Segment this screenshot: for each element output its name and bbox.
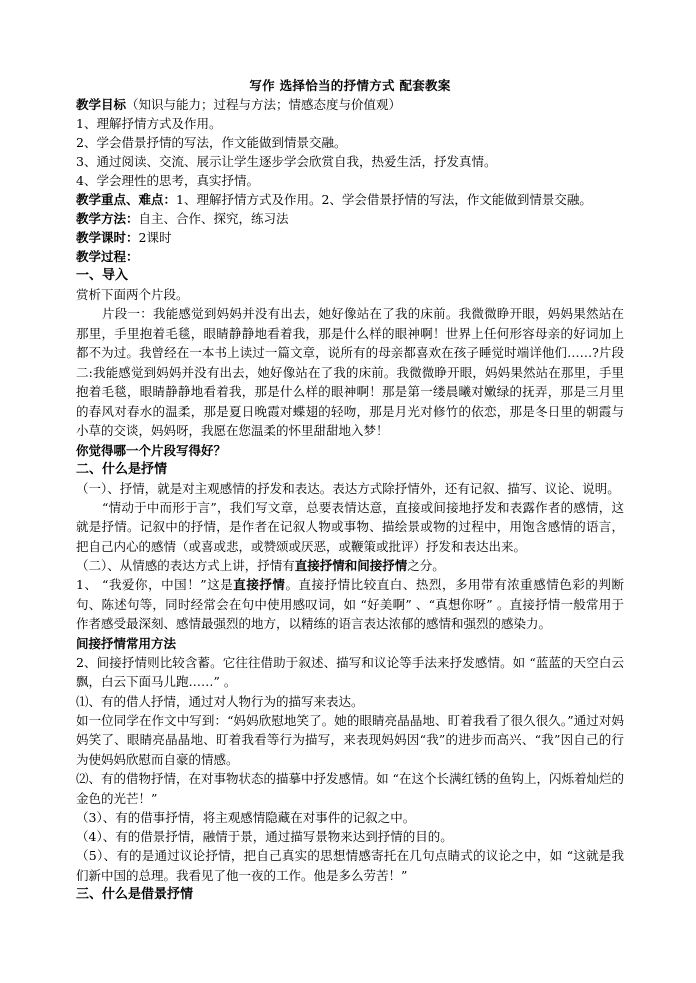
s2-para-10: （5）、有的是通过议论抒情，把自己真实的思想情感寄托在几句点睛式的议论之中，如 “这就是我们新中国的总理。我看见了他一夜的工作。他是多么劳苦！” <box>76 848 624 883</box>
s2-para-9: （4）、有的借景抒情，融情于景，通过描写景物来达到抒情的目的。 <box>76 829 453 844</box>
s2-para-3-pre: 1、 “我爱你，中国！”这是 <box>76 577 234 592</box>
s2-para-2-post: 之分。 <box>407 558 445 573</box>
section-3-heading: 三、什么是借景抒情 <box>76 887 194 902</box>
section-1-intro: 赏析下面两个片段。 <box>76 287 189 302</box>
section-1-heading: 一、导入 <box>76 268 129 283</box>
indirect-methods-heading: 间接抒情常用方法 <box>76 635 177 651</box>
s2-para-6: 如一位同学在作文中写到：“妈妈欣慰地笑了。她的眼睛亮晶晶地、盯着我看了很久很久。”通过对妈妈笑了、眼睛亮晶晶地、盯着我看等行为描写，来表现妈妈因“我”的进步而高兴、“我”因自己的行为使妈妈欣慰而自豪的情感。 <box>76 712 624 767</box>
s2-para-2-bold: 直接抒情和间接抒情 <box>294 558 408 573</box>
teaching-method <box>76 209 624 228</box>
key-text: 1、理解抒情方式及作用。2、学会借景抒情的写法，作文能做到情景交融。 <box>176 192 592 207</box>
method-text: 自主、合作、探究，练习法 <box>138 211 289 226</box>
hours-label: 教学课时： <box>76 230 139 245</box>
s2-para-3 <box>76 575 624 634</box>
class-hours <box>76 228 624 247</box>
section-2-heading: 二、什么是抒情 <box>76 461 168 477</box>
document-page <box>76 76 624 904</box>
key-label: 教学重点、难点： <box>76 192 177 207</box>
doc-title: 写作 选择恰当的抒情方式 配套教案 <box>249 78 451 93</box>
goal-item-2: 2、学会借景抒情的写法，作文能做到情景交融。 <box>76 135 347 150</box>
s2-para-3-bold: 直接抒情 <box>233 577 286 592</box>
s2-para-5: ⑴、有的借人抒情，通过对人物行为的描写来表达。 <box>76 693 364 709</box>
process-label: 教学过程： <box>76 249 139 264</box>
s2-para-4: 2、间接抒情则比较含蓄。它往往借助于叙述、描写和议论等手法来抒发感情。如 “蓝蓝的天空白云飘，白云下面马儿跑……” 。 <box>76 654 624 689</box>
hours-text: 2课时 <box>138 230 172 245</box>
key-points <box>76 190 624 209</box>
s2-para-2-pre: （二）、从情感的表达方式上讲，抒情有 <box>76 558 295 573</box>
s2-para-8: （3）、有的借事抒情，将主观感情隐藏在对事件的记叙之中。 <box>76 810 416 825</box>
s2-para-3-post: 。直接抒情比较直白、热烈，多用带有浓重感情色彩的判断句、陈述句等，同时经常会在句中使用感叹词，如 “好美啊” 、“真想你呀” 。直接抒情一般常用于作者感受最深刻、感情最强烈的地方，以精练的语言表达浓郁的感情和强烈的感染力。 <box>76 577 624 631</box>
goals-note: （知识与能力；过程与方法；情感态度与价值观） <box>126 97 402 112</box>
s2-para-2 <box>76 556 624 575</box>
goals-heading <box>76 95 624 114</box>
s2-para-1-body: “情动于中而形于言”，我们写文章，总要表情达意，直接或间接地抒发和表露作者的感情，这就是抒情。记叙中的抒情，是作者在记叙人物或事物、描绘景或物的过程中，用饱含感情的语言，把自己内心的感情（或喜或悲，或赞颂或厌恶，或鞭策或批评）抒发和表达出来。 <box>76 499 624 554</box>
s2-para-1-line: （一）、抒情，就是对主观感情的抒发和表达。表达方式除抒情外，还有记叙、描写、议论、说明。 <box>76 480 620 496</box>
goal-item-1: 1、理解抒情方式及作用。 <box>76 116 222 131</box>
excerpt-paragraph: 片段一：我能感觉到妈妈并没有出去，她好像站在了我的床前。我微微睁开眼，妈妈果然站在那里，手里抱着毛毯，眼睛静静地看着我，那是什么样的眼神啊！世界上任何形容母亲的好词加上都不为过。我曾经在一本书上读过一篇文章，说所有的母亲都喜欢在孩子睡觉时端详他们……?片段二:我能感觉到妈妈并没有出去，她好像站在了我的床前。我微微睁开眼，妈妈果然站在那里，手里抱着毛毯，眼睛静静地看着我，那是什么样的眼神啊！那是第一缕晨曦对嫩绿的抚弄，那是三月里的春风对春水的温柔，那是夏日晚霞对蝶翅的轻吻，那是月光对修竹的依恋，那是冬日里的朝霞与小草的交谈，妈妈呀，我愿在您温柔的怀里甜甜地入梦！ <box>76 306 624 438</box>
method-label: 教学方法： <box>76 211 139 226</box>
section-1-question: 你觉得哪一个片段写得好？ <box>76 442 227 458</box>
goal-item-4: 4、学会理性的思考，真实抒情。 <box>76 173 259 188</box>
goal-item-3: 3、通过阅读、交流、展示让学生逐步学会欣赏自我，热爱生活，抒发真情。 <box>76 154 497 169</box>
s2-para-7: ⑵、有的借物抒情，在对事物状态的描摹中抒发感情。如 “在这个长满红锈的鱼钩上，闪烁着灿烂的金色的光芒！” <box>76 771 624 806</box>
goals-label: 教学目标 <box>76 97 127 112</box>
